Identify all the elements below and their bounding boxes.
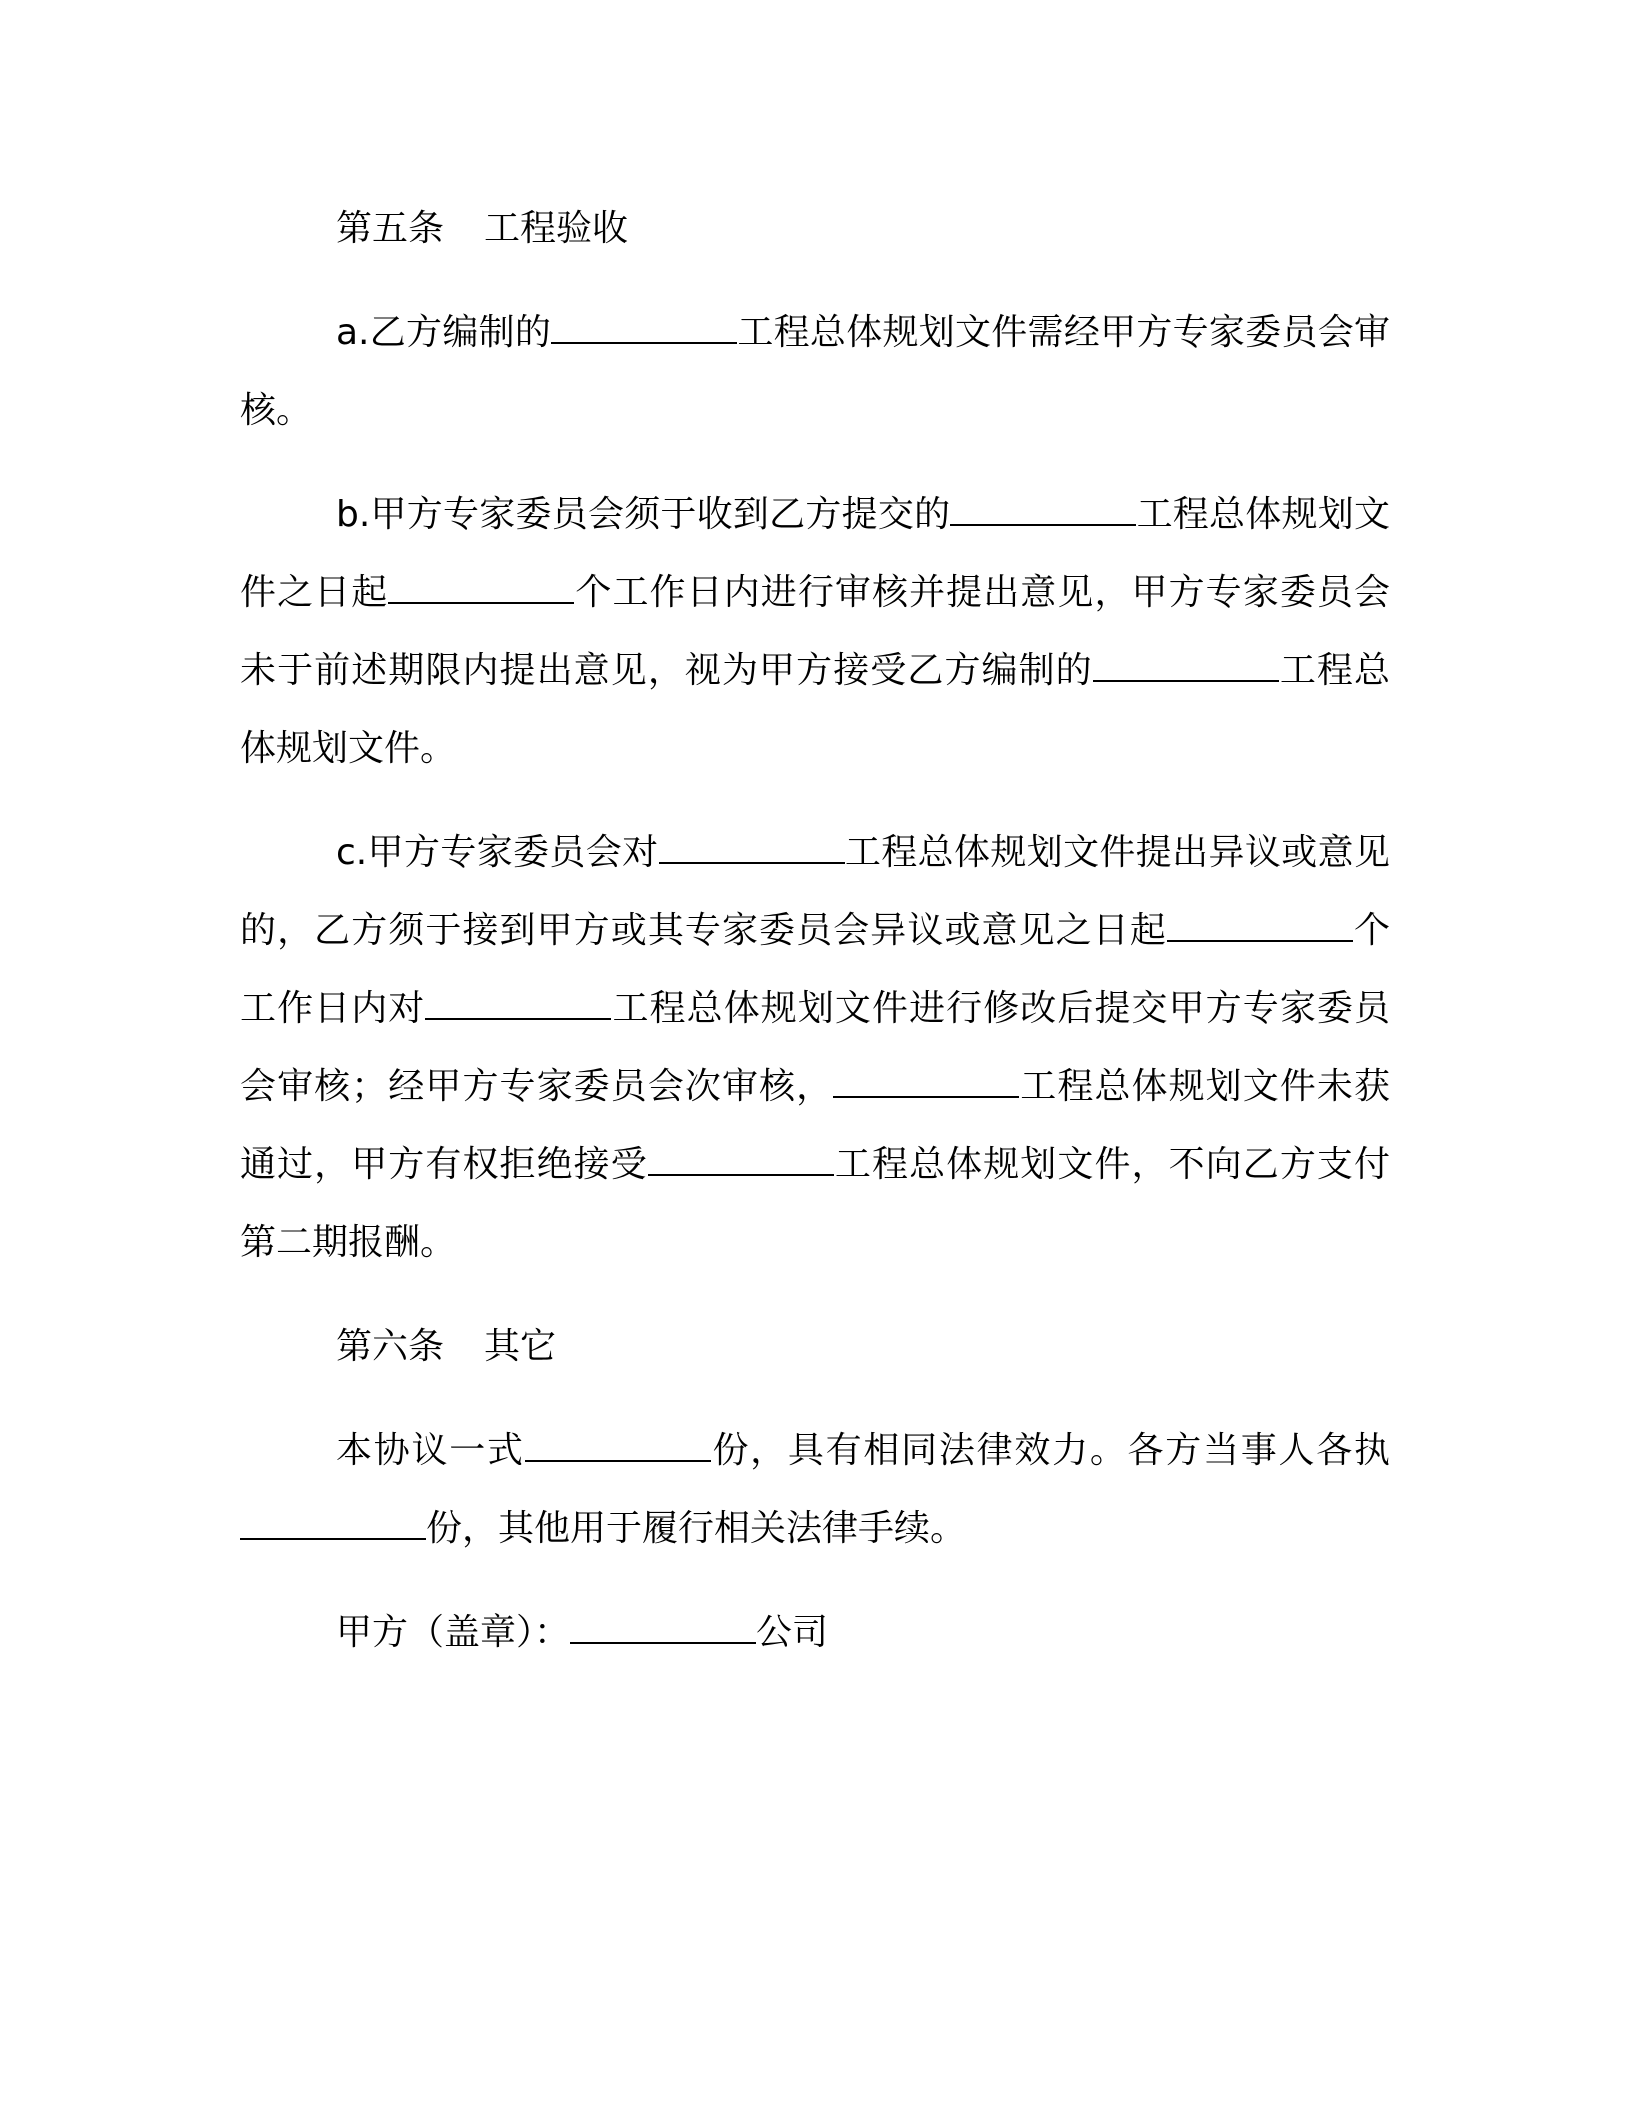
blank-field[interactable] <box>388 572 574 604</box>
blank-field[interactable] <box>659 832 845 864</box>
clause-c: c.甲方专家委员会对 工程总体规划文件提出异议或意见的，乙方须于接到甲方或其专家委员会异议或意见之日起 个工作日内对 工程总体规划文件进行修改后提交甲方专家委员会审核；经甲方专家委员会次审核， 工程总体规划文件未获通过，甲方有权拒绝接受 工程总体规划文件，不向乙方支付第二期报酬。 <box>240 832 1390 1263</box>
blank-field[interactable] <box>240 1508 426 1540</box>
article-6-title: 其它 <box>484 1326 557 1367</box>
article-6-number: 第六条 <box>336 1326 445 1367</box>
copies-clause: 本协议一式 份，具有相同法律效力。各方当事人各执份，其他用于履行相关法律手续。 <box>240 1412 1390 1568</box>
article-5-number: 第五条 <box>336 208 445 249</box>
signature-label: 甲方（盖章）： <box>336 1612 571 1653</box>
blank-field[interactable] <box>551 312 737 344</box>
blank-field[interactable] <box>1093 650 1279 682</box>
blank-field[interactable] <box>648 1144 834 1176</box>
document-body <box>240 190 1390 1672</box>
clause-a: a.乙方编制的 工程总体规划文件需经甲方专家委员会审核。 <box>240 312 1390 431</box>
blank-field[interactable] <box>525 1430 711 1462</box>
company-blank-field[interactable] <box>570 1612 756 1644</box>
blank-field[interactable] <box>425 988 611 1020</box>
article-5-title: 工程验收 <box>484 208 629 249</box>
blank-field[interactable] <box>1167 910 1353 942</box>
blank-field[interactable] <box>950 494 1136 526</box>
blank-field[interactable] <box>833 1066 1019 1098</box>
party-a-signature <box>240 1594 1390 1672</box>
clause-b: b.甲方专家委员会须于收到乙方提交的 工程总体规划文件之日起 个工作日内进行审核并提出意见，甲方专家委员会未于前述期限内提出意见，视为甲方接受乙方编制的 工程总体规划文件。 <box>240 494 1390 769</box>
article-6-heading <box>240 1308 1390 1386</box>
signature-suffix: 公司 <box>756 1612 829 1653</box>
article-5-heading <box>240 190 1390 268</box>
